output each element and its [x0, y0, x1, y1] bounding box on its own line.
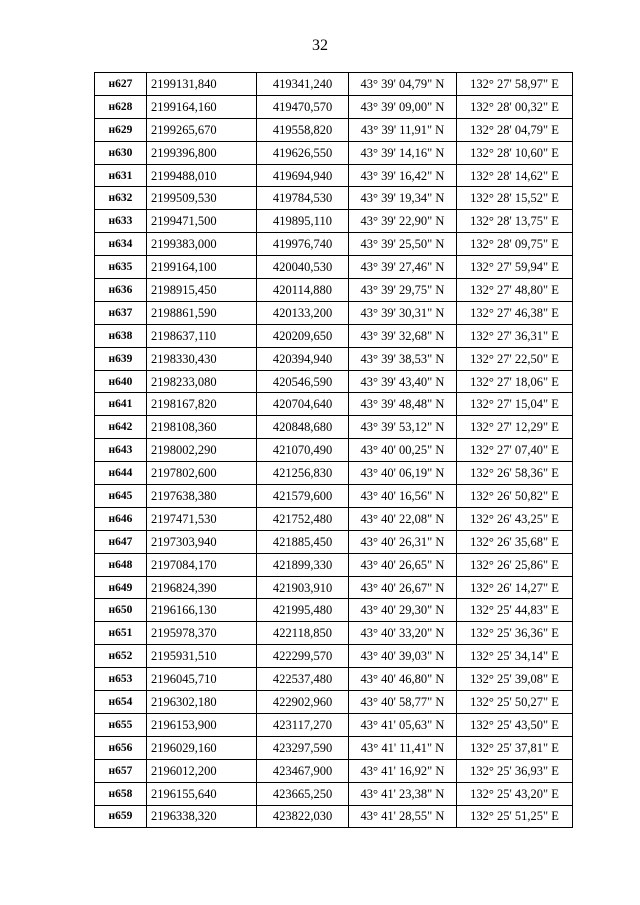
- latitude-cell: 43° 40' 26,67" N: [349, 576, 457, 599]
- table-row: [95, 233, 573, 256]
- point-id-cell: н632: [95, 187, 147, 210]
- table-row: [95, 187, 573, 210]
- table-row: [95, 164, 573, 187]
- latitude-cell: 43° 39' 25,50" N: [349, 233, 457, 256]
- y-coordinate-cell: 423665,250: [257, 782, 349, 805]
- x-coordinate-cell: 2196155,640: [147, 782, 257, 805]
- longitude-cell: 132° 27' 15,04" E: [457, 393, 573, 416]
- x-coordinate-cell: 2195931,510: [147, 645, 257, 668]
- x-coordinate-cell: 2198108,360: [147, 416, 257, 439]
- longitude-cell: 132° 27' 58,97" E: [457, 73, 573, 96]
- latitude-cell: 43° 41' 05,63" N: [349, 713, 457, 736]
- longitude-cell: 132° 25' 44,83" E: [457, 599, 573, 622]
- point-id-cell: н654: [95, 691, 147, 714]
- y-coordinate-cell: 421903,910: [257, 576, 349, 599]
- table-row: [95, 210, 573, 233]
- table-row: [95, 462, 573, 485]
- longitude-cell: 132° 25' 34,14" E: [457, 645, 573, 668]
- latitude-cell: 43° 40' 58,77" N: [349, 691, 457, 714]
- x-coordinate-cell: 2196302,180: [147, 691, 257, 714]
- y-coordinate-cell: 422118,850: [257, 622, 349, 645]
- longitude-cell: 132° 26' 50,82" E: [457, 485, 573, 508]
- x-coordinate-cell: 2199265,670: [147, 118, 257, 141]
- table-row: [95, 485, 573, 508]
- longitude-cell: 132° 25' 43,50" E: [457, 713, 573, 736]
- latitude-cell: 43° 41' 11,41" N: [349, 736, 457, 759]
- y-coordinate-cell: 421899,330: [257, 553, 349, 576]
- x-coordinate-cell: 2199471,500: [147, 210, 257, 233]
- latitude-cell: 43° 39' 53,12" N: [349, 416, 457, 439]
- y-coordinate-cell: 420040,530: [257, 256, 349, 279]
- table-row: [95, 370, 573, 393]
- point-id-cell: н647: [95, 530, 147, 553]
- table-row: [95, 118, 573, 141]
- point-id-cell: н633: [95, 210, 147, 233]
- y-coordinate-cell: 420133,200: [257, 301, 349, 324]
- latitude-cell: 43° 40' 16,56" N: [349, 485, 457, 508]
- y-coordinate-cell: 419895,110: [257, 210, 349, 233]
- longitude-cell: 132° 27' 22,50" E: [457, 347, 573, 370]
- latitude-cell: 43° 40' 26,31" N: [349, 530, 457, 553]
- y-coordinate-cell: 422902,960: [257, 691, 349, 714]
- longitude-cell: 132° 25' 43,20" E: [457, 782, 573, 805]
- longitude-cell: 132° 26' 43,25" E: [457, 507, 573, 530]
- point-id-cell: н634: [95, 233, 147, 256]
- y-coordinate-cell: 422537,480: [257, 668, 349, 691]
- latitude-cell: 43° 39' 32,68" N: [349, 324, 457, 347]
- point-id-cell: н655: [95, 713, 147, 736]
- latitude-cell: 43° 40' 06,19" N: [349, 462, 457, 485]
- x-coordinate-cell: 2198233,080: [147, 370, 257, 393]
- longitude-cell: 132° 25' 36,36" E: [457, 622, 573, 645]
- table-row: [95, 530, 573, 553]
- y-coordinate-cell: 419341,240: [257, 73, 349, 96]
- point-id-cell: н640: [95, 370, 147, 393]
- page-number: 32: [312, 37, 328, 54]
- latitude-cell: 43° 39' 22,90" N: [349, 210, 457, 233]
- y-coordinate-cell: 419558,820: [257, 118, 349, 141]
- longitude-cell: 132° 25' 37,81" E: [457, 736, 573, 759]
- x-coordinate-cell: 2198002,290: [147, 439, 257, 462]
- y-coordinate-cell: 421256,830: [257, 462, 349, 485]
- table-row: [95, 668, 573, 691]
- y-coordinate-cell: 420209,650: [257, 324, 349, 347]
- latitude-cell: 43° 39' 04,79" N: [349, 73, 457, 96]
- latitude-cell: 43° 40' 00,25" N: [349, 439, 457, 462]
- x-coordinate-cell: 2197303,940: [147, 530, 257, 553]
- x-coordinate-cell: 2199396,800: [147, 141, 257, 164]
- point-id-cell: н629: [95, 118, 147, 141]
- table-row: [95, 599, 573, 622]
- y-coordinate-cell: 421752,480: [257, 507, 349, 530]
- point-id-cell: н650: [95, 599, 147, 622]
- latitude-cell: 43° 41' 16,92" N: [349, 759, 457, 782]
- x-coordinate-cell: 2198167,820: [147, 393, 257, 416]
- table-row: [95, 324, 573, 347]
- y-coordinate-cell: 419626,550: [257, 141, 349, 164]
- point-id-cell: н642: [95, 416, 147, 439]
- point-id-cell: н645: [95, 485, 147, 508]
- point-id-cell: н652: [95, 645, 147, 668]
- latitude-cell: 43° 41' 28,55" N: [349, 805, 457, 828]
- table-row: [95, 95, 573, 118]
- x-coordinate-cell: 2197802,600: [147, 462, 257, 485]
- latitude-cell: 43° 41' 23,38" N: [349, 782, 457, 805]
- table-row: [95, 256, 573, 279]
- point-id-cell: н646: [95, 507, 147, 530]
- x-coordinate-cell: 2195978,370: [147, 622, 257, 645]
- longitude-cell: 132° 27' 59,94" E: [457, 256, 573, 279]
- latitude-cell: 43° 40' 29,30" N: [349, 599, 457, 622]
- x-coordinate-cell: 2196166,130: [147, 599, 257, 622]
- longitude-cell: 132° 28' 13,75" E: [457, 210, 573, 233]
- table-row: [95, 736, 573, 759]
- longitude-cell: 132° 26' 14,27" E: [457, 576, 573, 599]
- latitude-cell: 43° 39' 27,46" N: [349, 256, 457, 279]
- latitude-cell: 43° 40' 46,80" N: [349, 668, 457, 691]
- latitude-cell: 43° 39' 29,75" N: [349, 279, 457, 302]
- y-coordinate-cell: 421070,490: [257, 439, 349, 462]
- longitude-cell: 132° 25' 50,27" E: [457, 691, 573, 714]
- y-coordinate-cell: 419694,940: [257, 164, 349, 187]
- longitude-cell: 132° 27' 12,29" E: [457, 416, 573, 439]
- latitude-cell: 43° 39' 14,16" N: [349, 141, 457, 164]
- x-coordinate-cell: 2199164,100: [147, 256, 257, 279]
- table-row: [95, 301, 573, 324]
- longitude-cell: 132° 27' 48,80" E: [457, 279, 573, 302]
- point-id-cell: н627: [95, 73, 147, 96]
- y-coordinate-cell: 422299,570: [257, 645, 349, 668]
- table-row: [95, 416, 573, 439]
- x-coordinate-cell: 2199488,010: [147, 164, 257, 187]
- point-id-cell: н641: [95, 393, 147, 416]
- latitude-cell: 43° 39' 19,34" N: [349, 187, 457, 210]
- latitude-cell: 43° 40' 22,08" N: [349, 507, 457, 530]
- latitude-cell: 43° 39' 48,48" N: [349, 393, 457, 416]
- x-coordinate-cell: 2196153,900: [147, 713, 257, 736]
- y-coordinate-cell: 421995,480: [257, 599, 349, 622]
- longitude-cell: 132° 26' 58,36" E: [457, 462, 573, 485]
- latitude-cell: 43° 39' 38,53" N: [349, 347, 457, 370]
- x-coordinate-cell: 2196012,200: [147, 759, 257, 782]
- table-row: [95, 782, 573, 805]
- point-id-cell: н644: [95, 462, 147, 485]
- latitude-cell: 43° 39' 30,31" N: [349, 301, 457, 324]
- longitude-cell: 132° 26' 25,86" E: [457, 553, 573, 576]
- longitude-cell: 132° 26' 35,68" E: [457, 530, 573, 553]
- x-coordinate-cell: 2199509,530: [147, 187, 257, 210]
- y-coordinate-cell: 421885,450: [257, 530, 349, 553]
- x-coordinate-cell: 2197638,380: [147, 485, 257, 508]
- latitude-cell: 43° 39' 16,42" N: [349, 164, 457, 187]
- point-id-cell: н657: [95, 759, 147, 782]
- longitude-cell: 132° 25' 51,25" E: [457, 805, 573, 828]
- longitude-cell: 132° 28' 10,60" E: [457, 141, 573, 164]
- point-id-cell: н638: [95, 324, 147, 347]
- x-coordinate-cell: 2198637,110: [147, 324, 257, 347]
- longitude-cell: 132° 28' 14,62" E: [457, 164, 573, 187]
- point-id-cell: н628: [95, 95, 147, 118]
- x-coordinate-cell: 2196029,160: [147, 736, 257, 759]
- y-coordinate-cell: 419784,530: [257, 187, 349, 210]
- table-row: [95, 393, 573, 416]
- longitude-cell: 132° 28' 09,75" E: [457, 233, 573, 256]
- table-row: [95, 576, 573, 599]
- y-coordinate-cell: 420394,940: [257, 347, 349, 370]
- longitude-cell: 132° 27' 18,06" E: [457, 370, 573, 393]
- y-coordinate-cell: 423467,900: [257, 759, 349, 782]
- y-coordinate-cell: 421579,600: [257, 485, 349, 508]
- x-coordinate-cell: 2197084,170: [147, 553, 257, 576]
- latitude-cell: 43° 40' 33,20" N: [349, 622, 457, 645]
- table-row: [95, 141, 573, 164]
- latitude-cell: 43° 39' 11,91" N: [349, 118, 457, 141]
- table-row: [95, 759, 573, 782]
- longitude-cell: 132° 25' 39,08" E: [457, 668, 573, 691]
- point-id-cell: н653: [95, 668, 147, 691]
- x-coordinate-cell: 2198915,450: [147, 279, 257, 302]
- point-id-cell: н656: [95, 736, 147, 759]
- y-coordinate-cell: 423822,030: [257, 805, 349, 828]
- point-id-cell: н649: [95, 576, 147, 599]
- x-coordinate-cell: 2196045,710: [147, 668, 257, 691]
- x-coordinate-cell: 2199164,160: [147, 95, 257, 118]
- latitude-cell: 43° 40' 26,65" N: [349, 553, 457, 576]
- longitude-cell: 132° 25' 36,93" E: [457, 759, 573, 782]
- point-id-cell: н651: [95, 622, 147, 645]
- table-row: [95, 439, 573, 462]
- y-coordinate-cell: 420848,680: [257, 416, 349, 439]
- point-id-cell: н636: [95, 279, 147, 302]
- longitude-cell: 132° 28' 00,32" E: [457, 95, 573, 118]
- table-row: [95, 73, 573, 96]
- x-coordinate-cell: 2198861,590: [147, 301, 257, 324]
- y-coordinate-cell: 420114,880: [257, 279, 349, 302]
- point-id-cell: н648: [95, 553, 147, 576]
- x-coordinate-cell: 2199383,000: [147, 233, 257, 256]
- longitude-cell: 132° 27' 46,38" E: [457, 301, 573, 324]
- coordinates-table-body: [95, 73, 573, 828]
- x-coordinate-cell: 2199131,840: [147, 73, 257, 96]
- x-coordinate-cell: 2198330,430: [147, 347, 257, 370]
- latitude-cell: 43° 39' 43,40" N: [349, 370, 457, 393]
- latitude-cell: 43° 39' 09,00" N: [349, 95, 457, 118]
- longitude-cell: 132° 28' 04,79" E: [457, 118, 573, 141]
- y-coordinate-cell: 420704,640: [257, 393, 349, 416]
- table-row: [95, 507, 573, 530]
- x-coordinate-cell: 2196338,320: [147, 805, 257, 828]
- y-coordinate-cell: 419976,740: [257, 233, 349, 256]
- table-row: [95, 347, 573, 370]
- table-row: [95, 645, 573, 668]
- table-row: [95, 805, 573, 828]
- point-id-cell: н659: [95, 805, 147, 828]
- table-row: [95, 279, 573, 302]
- y-coordinate-cell: 423297,590: [257, 736, 349, 759]
- longitude-cell: 132° 27' 36,31" E: [457, 324, 573, 347]
- y-coordinate-cell: 420546,590: [257, 370, 349, 393]
- x-coordinate-cell: 2196824,390: [147, 576, 257, 599]
- point-id-cell: н637: [95, 301, 147, 324]
- longitude-cell: 132° 27' 07,40" E: [457, 439, 573, 462]
- longitude-cell: 132° 28' 15,52" E: [457, 187, 573, 210]
- point-id-cell: н658: [95, 782, 147, 805]
- point-id-cell: н643: [95, 439, 147, 462]
- point-id-cell: н631: [95, 164, 147, 187]
- y-coordinate-cell: 423117,270: [257, 713, 349, 736]
- coordinates-table: [94, 72, 573, 828]
- x-coordinate-cell: 2197471,530: [147, 507, 257, 530]
- table-row: [95, 553, 573, 576]
- point-id-cell: н630: [95, 141, 147, 164]
- table-row: [95, 622, 573, 645]
- point-id-cell: н635: [95, 256, 147, 279]
- y-coordinate-cell: 419470,570: [257, 95, 349, 118]
- point-id-cell: н639: [95, 347, 147, 370]
- latitude-cell: 43° 40' 39,03" N: [349, 645, 457, 668]
- table-row: [95, 691, 573, 714]
- table-row: [95, 713, 573, 736]
